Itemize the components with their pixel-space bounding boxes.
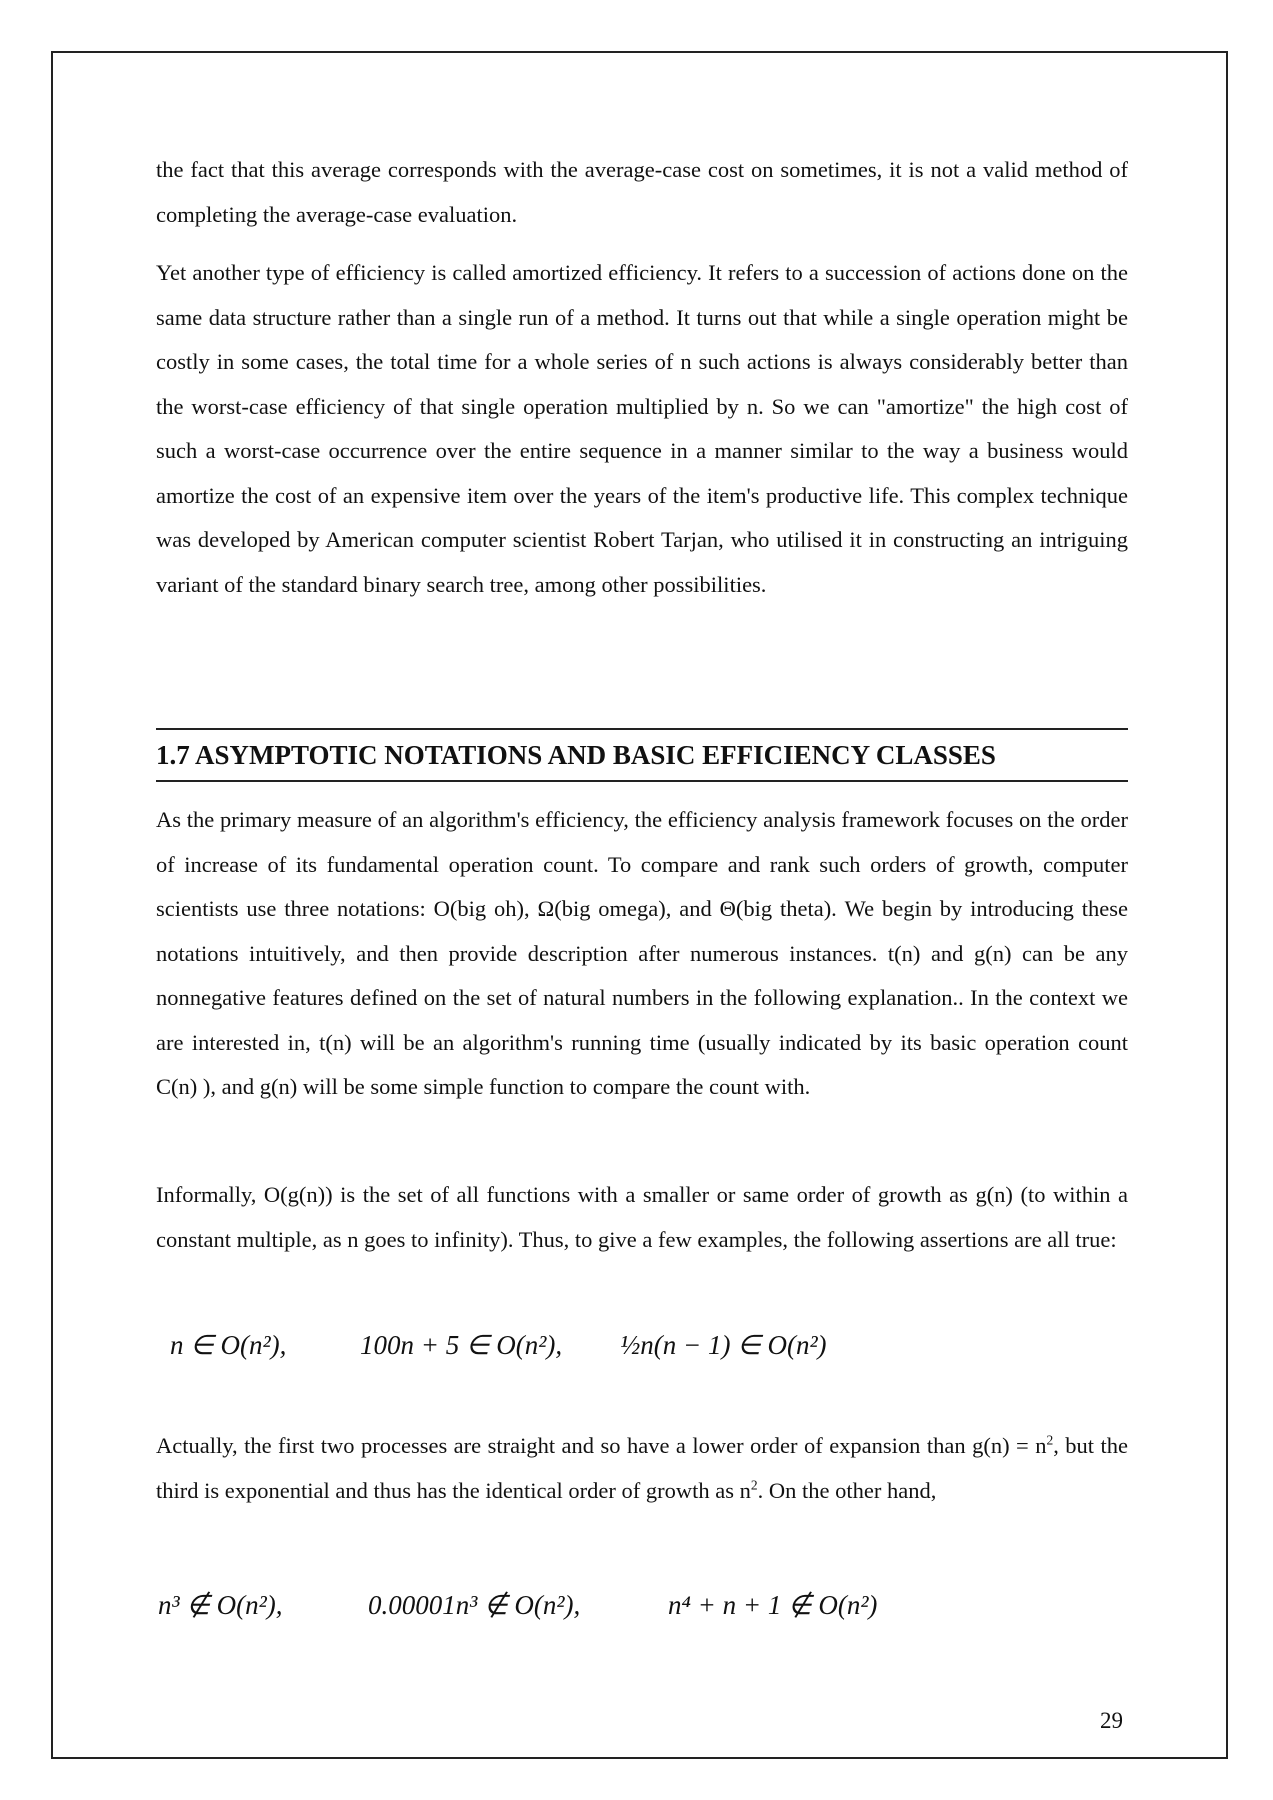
text: Actually, the first two processes are straight and so have a lower order of expansion than g(n) = n	[156, 1433, 1047, 1458]
page-number: 29	[1100, 1708, 1123, 1733]
paragraph-amortized: Yet another type of efficiency is called amortized efficiency. It refers to a succession of actions done on the same data structure rather than a single run of a method. It turns out that while a single operation might be costly in some cases, the total time for a whole series of n such actions is always considerably better than the worst-case efficiency of that single operation multiplied by n. So we can "amortize" the high cost of such a worst-case occurrence over the entire sequence in a manner similar to the way a business would amortize the cost of an expensive item over the years of the item's productive life. This complex technique was developed by American computer scientist Robert Tarjan, who utilised it in constructing an intriguing variant of the standard binary search tree, among other possibilities.	[156, 260, 1128, 597]
formula: n⁴ + n + 1 ∉ O(n²)	[668, 1590, 878, 1620]
section-heading: 1.7 ASYMPTOTIC NOTATIONS AND BASIC EFFICIENCY CLASSES	[156, 728, 1128, 782]
text: . On the other hand,	[757, 1477, 937, 1503]
paragraph-big-oh: Informally, O(g(n)) is the set of all functions with a smaller or same order of growth as g(n) (to within a constant multiple, as n goes to infinity). Thus, to give a few examples, the following assertions are all true:	[156, 1182, 1128, 1252]
formula: n³ ∉ O(n²),	[158, 1590, 283, 1620]
superscript: 2	[1046, 1432, 1054, 1448]
superscript: 2	[750, 1477, 758, 1492]
formula: 0.00001n³ ∉ O(n²),	[368, 1590, 581, 1620]
formula: ½n(n − 1) ∈ O(n²)	[620, 1330, 827, 1360]
formula: n ∈ O(n²),	[170, 1330, 287, 1360]
paragraph-actually	[156, 1424, 1128, 1513]
paragraph-average-case: the fact that this average corresponds with the average-case cost on sometimes, it is not a valid method of completing the average-case evaluation.	[156, 157, 1128, 227]
text: , but the third is exponential and thus has the identical order of growth as n	[156, 1433, 1128, 1503]
formula: 100n + 5 ∈ O(n²),	[360, 1330, 563, 1360]
paragraph-asymptotic-intro: As the primary measure of an algorithm's efficiency, the efficiency analysis framework focuses on the order of increase of its fundamental operation count. To compare and rank such orders of growth, computer scientists use three notations: O(big oh), Ω(big omega), and Θ(big theta). We begin by introducing these notations intuitively, and then provide description after numerous instances. t(n) and g(n) can be any nonnegative features defined on the set of natural numbers in the following explanation.. In the context we are interested in, t(n) will be an algorithm's running time (usually indicated by its basic operation count C(n) ), and g(n) will be some simple function to compare the count with.	[156, 807, 1128, 1099]
